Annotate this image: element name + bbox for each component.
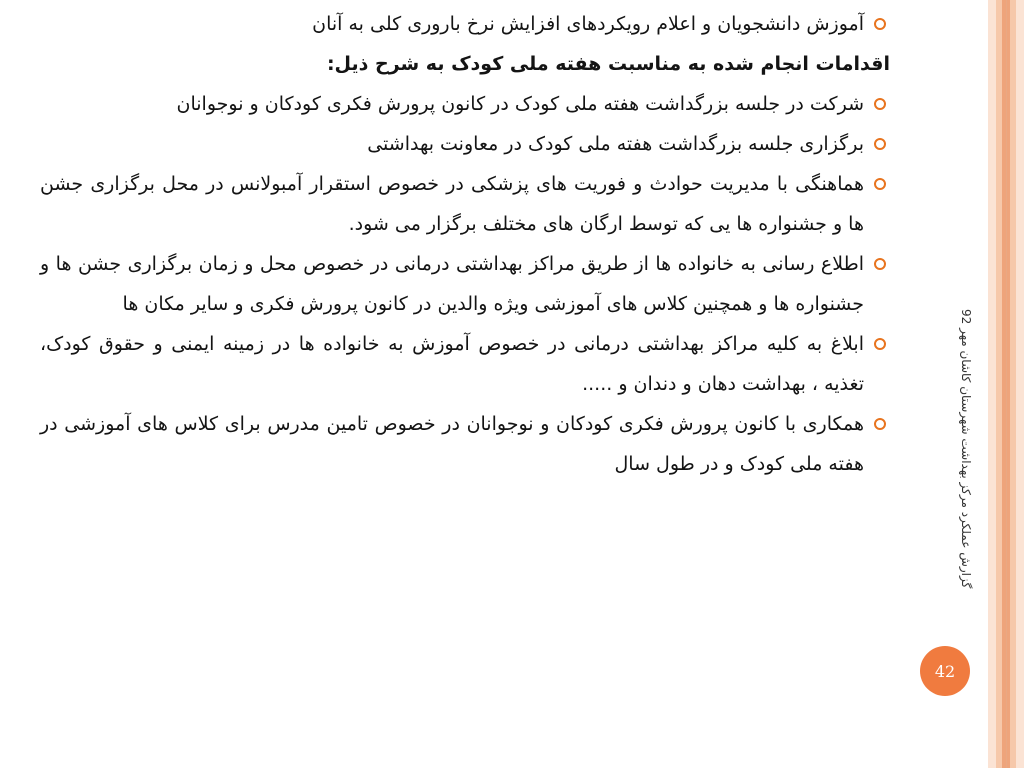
stripe-light-2 xyxy=(1016,0,1024,768)
bullet-ring-icon xyxy=(874,178,886,190)
slide-body xyxy=(40,4,890,484)
bullet-ring-icon xyxy=(874,418,886,430)
bullet-text: شرکت در جلسه بزرگداشت هفته ملی کودک در کانون پرورش فکری کودکان و نوجوانان xyxy=(176,93,864,115)
bullet-ring-icon xyxy=(874,138,886,150)
bullet-item-5 xyxy=(40,244,890,324)
bullet-item-3 xyxy=(40,124,890,164)
bullet-item-4 xyxy=(40,164,890,244)
bullet-ring-icon xyxy=(874,338,886,350)
bullet-ring-icon xyxy=(874,18,886,30)
side-caption: گزارش عملکرد مرکز بهداشت شهرستان کاشان مهر 92 xyxy=(959,308,973,588)
bullet-text: اطلاع رسانی به خانواده ها از طریق مراکز بهداشتی درمانی در خصوص محل و زمان برگزاری جشن ها و جشنواره ها و همچنین کلاس های آموزشی ویژه والدین در کانون پرورش فکری و سایر مکان ها xyxy=(40,253,864,315)
side-divider-line xyxy=(1006,0,1007,768)
page-number-badge: 42 xyxy=(920,646,970,696)
bullet-text: هماهنگی با مدیریت حوادث و فوریت های پزشکی در خصوص استقرار آمبولانس در محل برگزاری جشن ها و جشنواره ها یی که توسط ارگان های مختلف برگزار می شود. xyxy=(40,173,864,235)
bullet-text: برگزاری جلسه بزرگداشت هفته ملی کودک در معاونت بهداشتی xyxy=(367,133,864,155)
heading-text: اقدامات انجام شده به مناسبت هفته ملی کودک به شرح ذیل: xyxy=(326,53,890,75)
bullet-text: همکاری با کانون پرورش فکری کودکان و نوجوانان در خصوص تامین مدرس برای کلاس های آموزشی در هفته ملی کودک و در طول سال xyxy=(40,413,864,475)
bullet-ring-icon xyxy=(874,98,886,110)
stripe-light xyxy=(988,0,996,768)
bullet-item-1 xyxy=(40,4,890,44)
bullet-text: آموزش دانشجویان و اعلام رویکردهای افزایش نرخ باروری کلی به آنان xyxy=(312,13,864,35)
bullet-item-6 xyxy=(40,324,890,404)
bullet-text: ابلاغ به کلیه مراکز بهداشتی درمانی در خصوص آموزش به خانواده ها در زمینه ایمنی و حقوق کودک، تغذیه ، بهداشت دهان و دندان و ..... xyxy=(40,333,864,395)
bullet-item-7 xyxy=(40,404,890,484)
bullet-item-2 xyxy=(40,84,890,124)
bullet-ring-icon xyxy=(874,258,886,270)
section-heading xyxy=(40,44,890,84)
